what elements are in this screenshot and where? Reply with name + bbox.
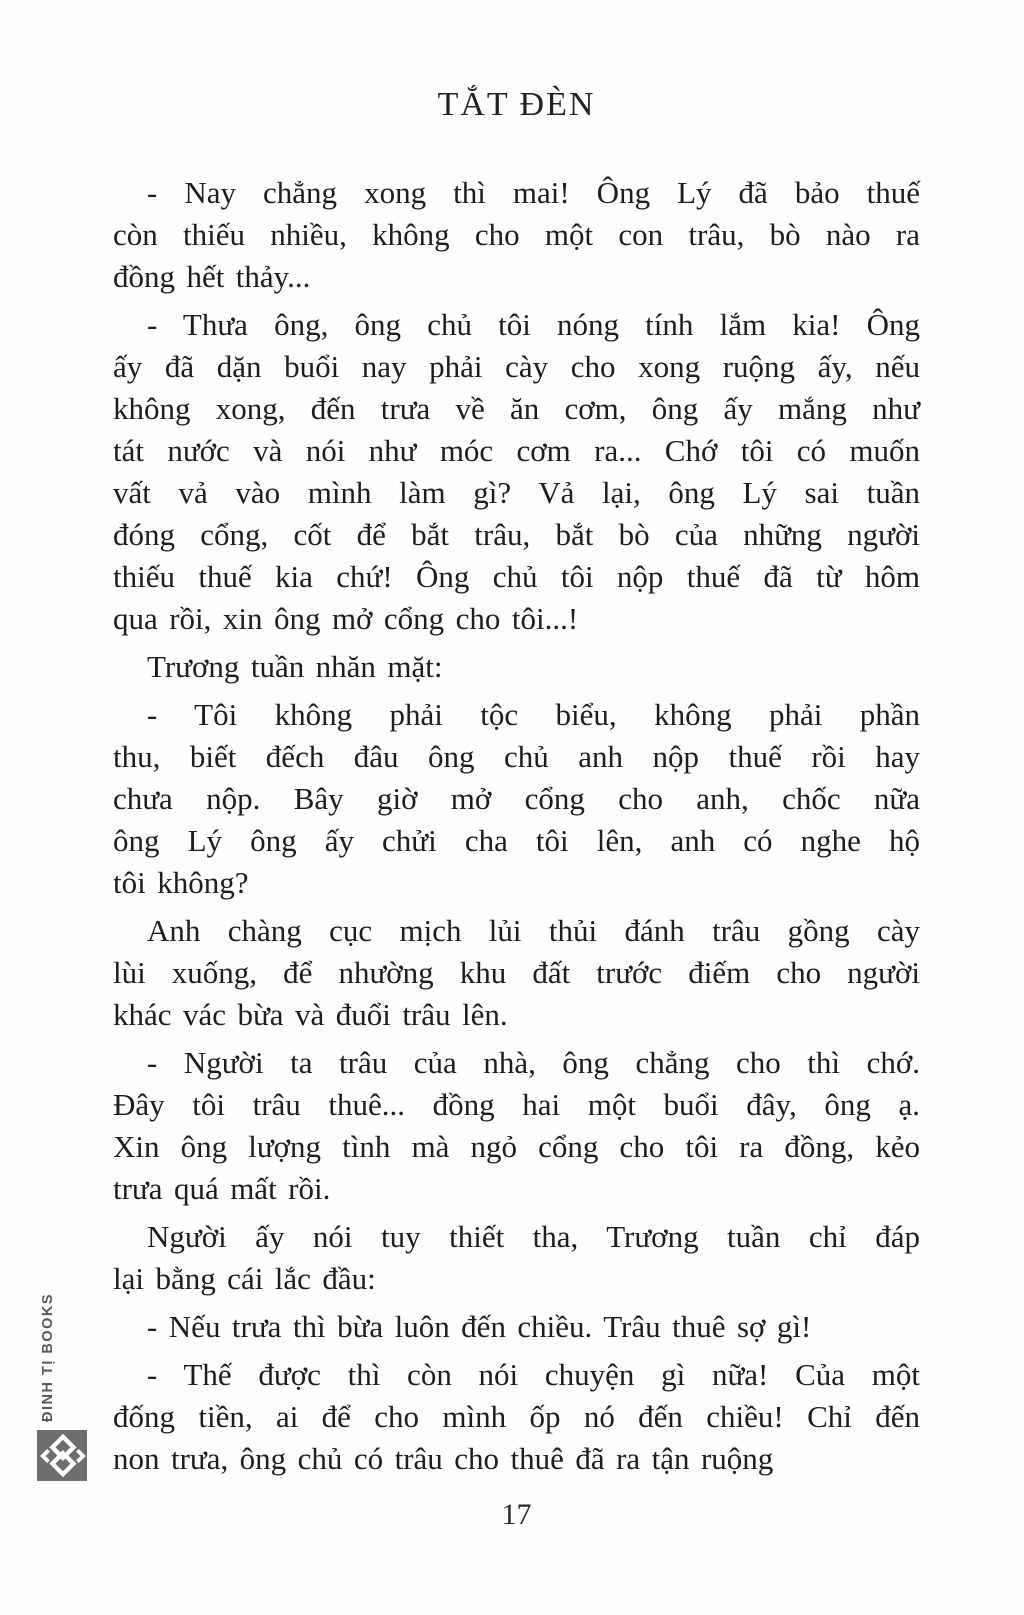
paragraph xyxy=(113,1042,920,1210)
text-line: Trương tuần nhăn mặt: xyxy=(147,649,443,684)
text-line: đóng cổng, cốt để bắt trâu, bắt bò của những người xyxy=(113,517,920,552)
text-line: non trưa, ông chủ có trâu cho thuê đã ra tận ruộng xyxy=(113,1441,774,1476)
text-line: - Thưa ông, ông chủ tôi nóng tính lắm kia! Ông xyxy=(147,307,920,342)
text-line: chưa nộp. Bây giờ mở cổng cho anh, chốc nữa xyxy=(113,781,920,816)
text-line: Người ấy nói tuy thiết tha, Trương tuần chỉ đáp xyxy=(147,1219,920,1254)
paragraph xyxy=(113,172,920,298)
text-line: không xong, đến trưa về ăn cơm, ông ấy mắng như xyxy=(113,391,920,426)
text-line: Anh chàng cục mịch lủi thủi đánh trâu gồng cày xyxy=(147,913,920,948)
text-line: - Thế được thì còn nói chuyện gì nữa! Của một xyxy=(147,1357,920,1392)
text-line: đống tiền, ai để cho mình ốp nó đến chiều! Chỉ đến xyxy=(113,1399,920,1434)
text-line: lùi xuống, để nhường khu đất trước điếm cho người xyxy=(113,955,920,990)
paragraph xyxy=(113,646,920,688)
text-line: qua rồi, xin ông mở cổng cho tôi...! xyxy=(113,601,579,636)
text-line: - Nay chẳng xong thì mai! Ông Lý đã bảo thuế xyxy=(147,175,920,210)
text-block xyxy=(113,172,920,1480)
text-line: ấy đã dặn buổi nay phải cày cho xong ruộng ấy, nếu xyxy=(113,349,920,384)
text-line: trưa quá mất rồi. xyxy=(113,1171,331,1206)
text-line: Xin ông lượng tình mà ngỏ cổng cho tôi ra đồng, kẻo xyxy=(113,1129,920,1164)
text-line: lại bằng cái lắc đầu: xyxy=(113,1261,376,1296)
paragraph xyxy=(113,694,920,904)
page-number: 17 xyxy=(501,1498,532,1531)
text-line: đồng hết thảy... xyxy=(113,259,311,294)
paragraph xyxy=(113,304,920,640)
text-line: Đây tôi trâu thuê... đồng hai một buổi đây, ông ạ. xyxy=(113,1087,920,1122)
text-line: - Tôi không phải tộc biểu, không phải phần xyxy=(147,697,920,732)
page-title: TẮT ĐÈN xyxy=(437,86,596,123)
paragraph xyxy=(113,910,920,1036)
paragraph xyxy=(113,1354,920,1480)
text-line: thu, biết đếch đâu ông chủ anh nộp thuế rồi hay xyxy=(113,739,920,774)
text-line: thiếu thuế kia chứ! Ông chủ tôi nộp thuế đã từ hôm xyxy=(113,559,920,594)
paragraph xyxy=(113,1216,920,1300)
publisher-logo-icon xyxy=(37,1430,87,1481)
text-line: - Nếu trưa thì bừa luôn đến chiều. Trâu thuê sợ gì! xyxy=(147,1309,812,1344)
text-line: tát nước và nói như móc cơm ra... Chớ tôi có muốn xyxy=(113,433,920,468)
text-line: vất vả vào mình làm gì? Vả lại, ông Lý sai tuần xyxy=(113,475,920,510)
text-line: tôi không? xyxy=(113,865,249,900)
text-line: khác vác bừa và đuổi trâu lên. xyxy=(113,997,508,1032)
text-line: còn thiếu nhiều, không cho một con trâu, bò nào ra xyxy=(113,217,920,252)
publisher-name: ĐINH TỊ BOOKS xyxy=(40,1292,56,1422)
text-line: - Người ta trâu của nhà, ông chẳng cho thì chớ. xyxy=(147,1045,920,1080)
paragraph xyxy=(113,1306,920,1348)
text-line: ông Lý ông ấy chửi cha tôi lên, anh có nghe hộ xyxy=(113,823,920,858)
